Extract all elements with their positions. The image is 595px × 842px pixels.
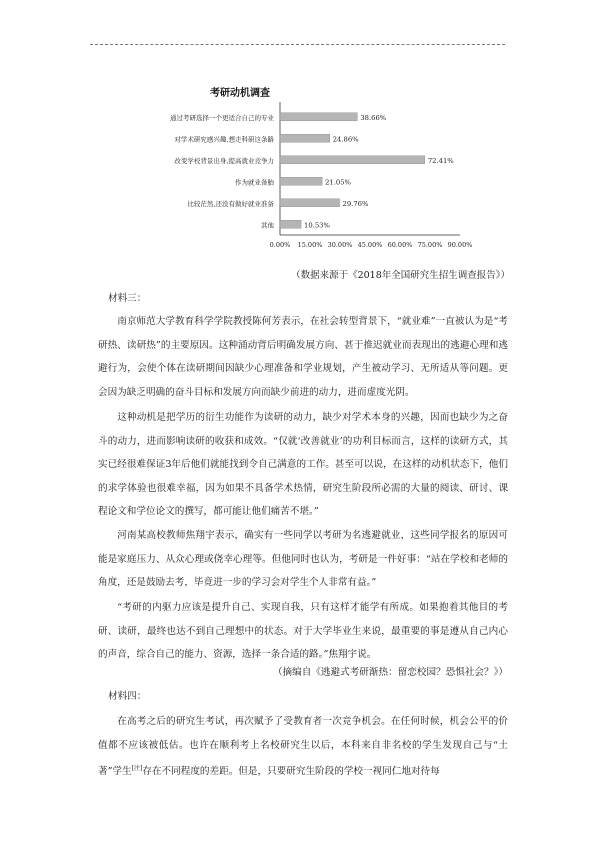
material3-label: 材料三：: [108, 293, 147, 304]
category-label: 对学术研究感兴趣,想走科研这条路: [174, 135, 274, 144]
bar: [280, 113, 357, 121]
material3-paragraph-3: 河南某高校教师焦翔宇表示，确实有一些同学以考研为名逃避就业，这些同学报名的原因可能是家庭压力、从众心理或侥幸心理等。但他同时也认为，考研是一件好事：“站在学校和老师的角度，还是鼓励去考，毕竟进一步的学习会对学生个人非常有益。”: [98, 530, 508, 588]
x-tick-label: 90.00%: [447, 241, 473, 249]
bar: [280, 177, 322, 185]
value-label: 38.66%: [360, 113, 387, 122]
material3-attribution: （摘编自《逃避式考研渐热：留恋校园？恐惧社会？》）: [272, 667, 508, 678]
category-label: 其他: [261, 221, 274, 230]
x-tick-label: 0.00%: [269, 241, 291, 249]
x-tick-label: 60.00%: [387, 241, 413, 249]
x-tick-label: 45.00%: [357, 241, 383, 249]
material3-paragraph-1: 南京师范大学教育科学学院教授陈何芳表示，在社会转型背景下，“就业难”一直被认为是“考研热、读研热”的主要原因。这种涌动背后明确发展方向、甚于推迟就业而表现出的逃避心理和逃避行为，会使个体在读研期间因缺少心理准备和学业规划，产生被动学习、无所适从等问题。更会因为缺乏明确的奋斗目标和发展方向而缺少前进的动力，进而虚度光阴。: [98, 316, 508, 398]
bar: [280, 199, 340, 207]
material3-paragraph-2: 这种动机是把学历的衍生功能作为读研的动力，缺少对学术本身的兴趣，因而也缺少为之奋斗的动力，进而影响读研的收获和成效。“仅就‘改善就业’的功利目标而言，这样的读研方式，其实已经很难保证3年后他们就能找到令自己满意的工作。甚至可以说，在这样的动机状态下，他们的求学体验也很难幸福，因为如果不具备学术热情，研究生阶段所必需的大量的阅读、研讨、课程论文和学位论文的撰写，都可能让他们痛苦不堪。”: [98, 412, 508, 517]
material4-text-b: 存在不同程度的差距。但是，只要研究生阶段的学校一视同仁地对待每: [142, 766, 440, 778]
category-label: 作为就业备胎: [235, 178, 274, 187]
x-tick-label: 30.00%: [327, 241, 353, 249]
bar: [280, 220, 301, 228]
material4-label: 材料四：: [108, 691, 147, 702]
value-label: 10.53%: [304, 221, 330, 230]
footnote-marker: [注]: [131, 765, 143, 772]
x-tick-label: 15.00%: [297, 241, 323, 249]
value-label: 29.76%: [342, 199, 369, 208]
value-label: 21.05%: [325, 178, 352, 187]
top-dashed-rule: [90, 44, 505, 45]
data-source-note: （数据来源于《2018年全国研究生招生调查报告》）: [291, 270, 510, 281]
x-tick-label: 75.00%: [417, 241, 443, 249]
category-label: 改变学校背景出身,提高就业竞争力: [174, 156, 274, 165]
material4-paragraph-1: [98, 710, 508, 784]
chart-title: 考研动机调查: [210, 88, 270, 99]
category-label: 通过考研选择一个更适合自己的专业: [170, 113, 274, 122]
material4-text-a: 在高考之后的研究生考试，再次赋予了受教育者一次竞争机会。在任何时候，机会公平的价值都不应该被低估。也许在顺利考上名校研究生以后，本科来自非名校的学生发现自己与“土著”学生: [98, 716, 508, 778]
chart-canvas: [120, 84, 490, 254]
material3-paragraph-4: “考研的内驱力应该是提升自己、实现自我，只有这样才能学有所成。如果抱着其他目的考研、读研，最终也达不到自己理想中的状态。对于大学毕业生来说，最重要的事是遵从自己内心的声音，综合自己的能力、资源，选择一条合适的路。”焦翔宇说。: [98, 602, 508, 660]
category-label: 比较茫然,还没有做好就业准备: [187, 199, 274, 208]
value-label: 24.86%: [332, 135, 359, 144]
value-label: 72.41%: [427, 156, 454, 165]
bar: [280, 156, 425, 164]
bar: [280, 134, 330, 142]
survey-bar-chart: [120, 84, 490, 254]
